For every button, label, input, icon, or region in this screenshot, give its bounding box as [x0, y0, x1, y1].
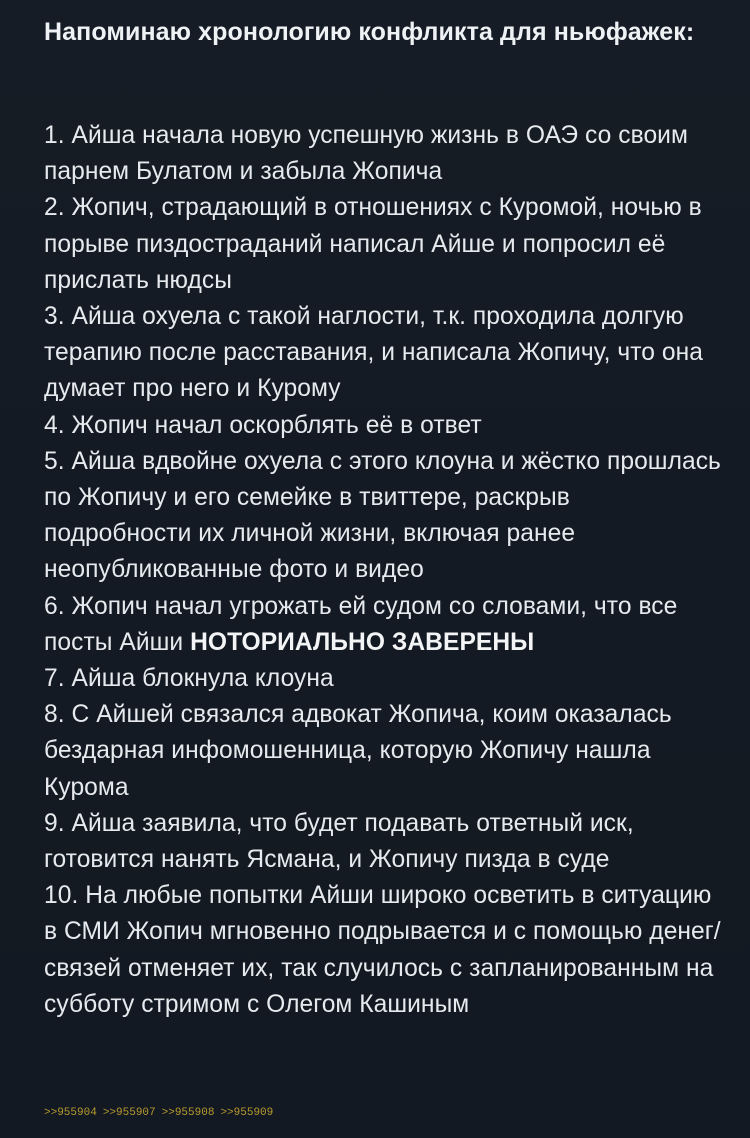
post-heading: Напоминаю хронологию конфликта для ньюфажек:	[44, 18, 695, 46]
item-number: 7.	[44, 665, 65, 693]
timeline-item-10	[44, 878, 724, 1023]
timeline-item-9	[44, 806, 724, 878]
item-text: Жопич начал оскорблять её в ответ	[71, 411, 482, 439]
timeline-item-6	[44, 589, 724, 661]
timeline-item-5	[44, 444, 724, 589]
item-text: Жопич, страдающий в отношениях с Куромой, ночью в порыве пиздостраданий написал Айше и попросил её прислать нюдсы	[44, 194, 702, 294]
item-text: С Айшей связался адвокат Жопича, коим оказалась бездарная инфомошенница, которую Жопичу нашла Курома	[44, 701, 672, 801]
timeline-item-4	[44, 408, 724, 444]
timeline-item-2	[44, 190, 724, 299]
item-number: 9.	[44, 809, 65, 837]
reply-link[interactable]: >>955908	[161, 1107, 215, 1119]
item-text: Айша охуела с такой наглости, т.к. проходила долгую терапию после расставания, и написала Жопичу, что она думает про него и Курому	[44, 303, 703, 403]
item-text: Айша блокнула клоуна	[71, 665, 334, 693]
item-text: Айша вдвойне охуела с этого клоуна и жёстко прошлась по Жопичу и его семейке в твиттере, раскрыв подробности их личной жизни, включая ранее неопубликованные фото и видео	[44, 447, 721, 584]
timeline-item-8	[44, 697, 724, 806]
item-number: 5.	[44, 447, 65, 475]
timeline-item-7	[44, 661, 724, 697]
timeline-item-3	[44, 299, 724, 408]
item-number: 3.	[44, 303, 65, 331]
reply-link[interactable]: >>955909	[220, 1107, 274, 1119]
item-text: Айша начала новую успешную жизнь в ОАЭ со своим парнем Булатом и забыла Жопича	[44, 122, 688, 186]
item-text: Жопич начал угрожать ей судом со словами, что все посты Айши	[44, 592, 678, 656]
timeline-item-1	[44, 118, 724, 190]
timeline-list	[44, 118, 724, 1023]
item-text: Айша заявила, что будет подавать ответный иск, готовится нанять Ясмана, и Жопичу пизда в суде	[44, 809, 634, 874]
item-number: 6.	[44, 592, 65, 620]
item-emphasis: НОТОРИАЛЬНО ЗАВЕРЕНЫ	[190, 628, 535, 656]
item-number: 10.	[44, 882, 79, 910]
item-number: 4.	[44, 411, 65, 439]
item-text: На любые попытки Айши широко осветить в ситуацию в СМИ Жопич мгновенно подрывается и с помощью денег/связей отменяет их, так случилось с запланированным на субботу стримом с Олегом Кашиным	[44, 882, 721, 1018]
reply-link[interactable]: >>955907	[102, 1107, 156, 1119]
reply-links	[44, 1105, 273, 1121]
item-number: 1.	[44, 122, 65, 149]
item-number: 2.	[44, 194, 65, 222]
reply-link[interactable]: >>955904	[44, 1107, 97, 1119]
item-number: 8.	[44, 701, 65, 729]
